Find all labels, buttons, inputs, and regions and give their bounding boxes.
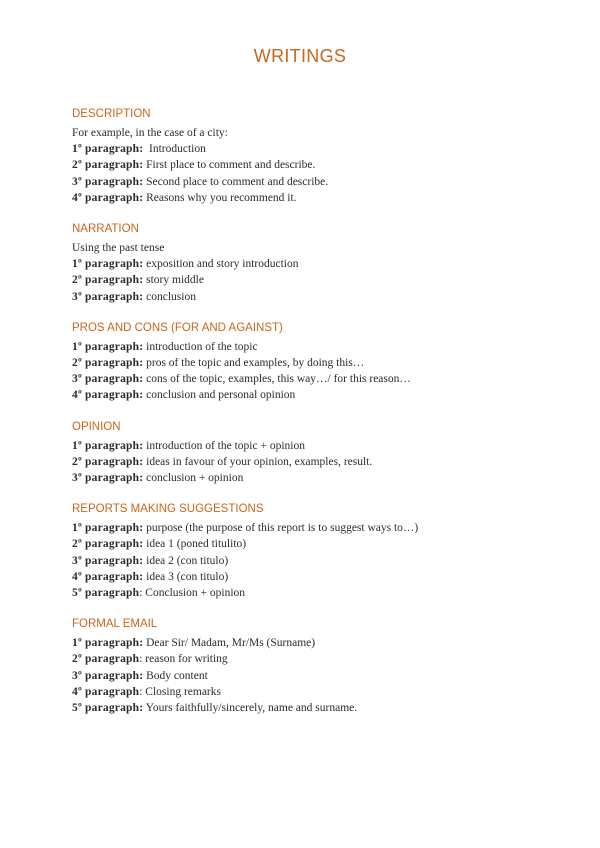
paragraph-text: : Conclusion + opinion	[139, 587, 246, 600]
paragraph-label: 3º paragraph:	[72, 175, 144, 188]
section-description	[72, 106, 552, 206]
paragraph-label: 4º paragraph:	[72, 389, 144, 402]
paragraph-line	[72, 371, 552, 387]
paragraph-text: purpose (the purpose of this report is to suggest ways to…)	[143, 522, 419, 535]
page-title: WRITINGS	[253, 46, 347, 66]
section-intro: Using the past tense	[72, 242, 165, 255]
paragraph-text: ideas in favour of your opinion, examples, result.	[143, 455, 373, 468]
paragraph-label: 1º paragraph:	[72, 637, 144, 650]
paragraph-line	[72, 256, 552, 272]
paragraph-text: pros of the topic and examples, by doing this…	[143, 357, 365, 370]
paragraph-label: 2º paragraph:	[72, 274, 144, 287]
paragraph-text: Reasons why you recommend it.	[143, 191, 297, 204]
section-heading: REPORTS MAKING SUGGESTIONS	[72, 503, 264, 516]
paragraph-line	[72, 272, 552, 288]
paragraph-label: 3º paragraph:	[72, 290, 144, 303]
paragraph-line	[72, 536, 552, 552]
section-heading: NARRATION	[72, 223, 139, 236]
paragraph-label: 3º paragraph:	[72, 669, 144, 682]
paragraph-text: introduction of the topic	[143, 340, 258, 353]
paragraph-line	[72, 141, 552, 157]
paragraph-text: conclusion + opinion	[143, 472, 244, 485]
paragraph-label: 2º paragraph:	[72, 159, 144, 172]
paragraph-label: 3º paragraph:	[72, 554, 144, 567]
section-intro: For example, in the case of a city:	[72, 127, 228, 139]
paragraph-label: 1º paragraph:	[72, 522, 144, 535]
paragraph-text: Dear Sir/ Madam, Mr/Ms (Surname)	[143, 637, 316, 650]
document-body	[72, 106, 552, 731]
paragraph-text: conclusion and personal opinion	[143, 389, 296, 402]
paragraph-line	[72, 569, 552, 585]
section-pros-and-cons-for-and-against	[72, 320, 552, 404]
paragraph-label: 1º paragraph:	[72, 258, 144, 271]
paragraph-label: 4º paragraph:	[72, 191, 144, 204]
section-opinion	[72, 419, 552, 487]
paragraph-line	[72, 438, 552, 454]
paragraph-label: 1º paragraph:	[72, 439, 144, 452]
paragraph-text: Yours faithfully/sincerely, name and surname.	[143, 702, 358, 715]
paragraph-line	[72, 585, 552, 601]
paragraph-line	[72, 387, 552, 403]
paragraph-text: conclusion	[143, 290, 196, 303]
paragraph-label: 1º paragraph:	[72, 340, 144, 353]
paragraph-text: introduction of the topic + opinion	[143, 439, 305, 452]
paragraph-line	[72, 635, 552, 651]
paragraph-text: Body content	[143, 669, 208, 682]
paragraph-text: : reason for writing	[139, 653, 228, 666]
paragraph-line	[72, 470, 552, 486]
paragraph-text: First place to comment and describe.	[143, 159, 316, 172]
paragraph-line	[72, 454, 552, 470]
paragraph-text: exposition and story introduction	[143, 258, 299, 271]
section-reports-making-suggestions	[72, 501, 552, 601]
paragraph-text: idea 1 (poned titulito)	[143, 538, 247, 551]
paragraph-text: cons of the topic, examples, this way…/ for this reason…	[143, 373, 411, 386]
paragraph-label: 5º paragraph	[72, 587, 140, 600]
paragraph-label: 2º paragraph:	[72, 357, 144, 370]
paragraph-line	[72, 289, 552, 305]
paragraph-label: 2º paragraph:	[72, 455, 144, 468]
paragraph-line	[72, 700, 552, 716]
paragraph-text: idea 2 (con titulo)	[143, 554, 229, 567]
paragraph-label: 2º paragraph:	[72, 538, 144, 551]
paragraph-line	[72, 520, 552, 536]
paragraph-line	[72, 668, 552, 684]
section-heading: FORMAL EMAIL	[72, 618, 158, 631]
paragraph-label: 3º paragraph:	[72, 472, 144, 485]
section-heading: PROS AND CONS (FOR AND AGAINST)	[72, 321, 283, 334]
paragraph-line	[72, 684, 552, 700]
paragraph-text: story middle	[143, 274, 204, 287]
paragraph-line	[72, 157, 552, 173]
section-narration	[72, 221, 552, 305]
paragraph-line	[72, 190, 552, 206]
paragraph-label: 3º paragraph:	[72, 373, 144, 386]
paragraph-line	[72, 355, 552, 371]
paragraph-label: 5º paragraph:	[72, 702, 144, 715]
section-heading: DESCRIPTION	[72, 108, 151, 120]
paragraph-label: 2º paragraph	[72, 653, 140, 666]
paragraph-line	[72, 553, 552, 569]
section-formal-email	[72, 616, 552, 716]
paragraph-text: idea 3 (con titulo)	[143, 570, 229, 583]
paragraph-text: Introduction	[143, 143, 206, 156]
paragraph-line	[72, 339, 552, 355]
section-heading: OPINION	[72, 420, 121, 433]
paragraph-label: 4º paragraph:	[72, 570, 144, 583]
paragraph-label: 4º paragraph	[72, 685, 140, 698]
paragraph-label: 1º paragraph:	[72, 143, 144, 156]
paragraph-line	[72, 651, 552, 667]
paragraph-text: : Closing remarks	[139, 685, 221, 698]
paragraph-line	[72, 174, 552, 190]
paragraph-text: Second place to comment and describe.	[143, 175, 329, 188]
